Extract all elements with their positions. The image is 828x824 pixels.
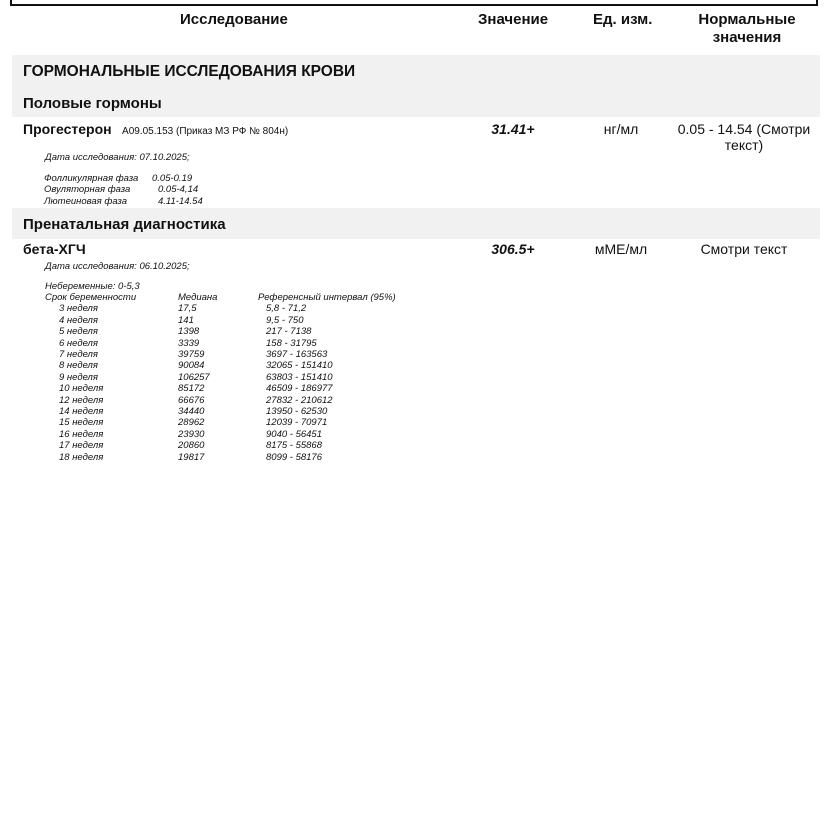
hcg-cell-interval: 8099 - 58176 [266, 451, 322, 463]
hcg-cell-term: 3 неделя [59, 303, 98, 315]
hcg-cell-median: 20860 [178, 440, 205, 452]
hcg-cell-median: 3339 [178, 337, 200, 349]
hcg-cell-interval: 158 - 31795 [266, 337, 317, 349]
hcg-table-row [45, 372, 396, 383]
hcg-cell-median: 66676 [178, 394, 205, 406]
hcg-table-row [45, 429, 396, 440]
hcg-table-row [45, 315, 396, 326]
hcg-cell-interval: 9040 - 56451 [266, 428, 322, 440]
test-norm-line2: текст) [724, 137, 764, 153]
test-unit-hcg: мМЕ/мл [594, 241, 648, 257]
test-code: A09.05.153 (Приказ МЗ РФ № 804н) [122, 126, 289, 137]
hcg-cell-median: 1398 [178, 326, 200, 338]
test-date: Дата исследования: 07.10.2025; [45, 152, 190, 163]
hcg-cell-term: 7 неделя [59, 349, 98, 361]
hcg-cell-term: 9 неделя [59, 371, 98, 383]
test-value: 31.41+ [491, 121, 535, 137]
hcg-cell-median: 39759 [178, 349, 205, 361]
hcg-cell-interval: 8175 - 55868 [266, 440, 322, 452]
phase-range: 0.05-4,14 [158, 184, 199, 196]
hcg-table-row [45, 395, 396, 406]
phase-row [44, 196, 203, 207]
hcg-cell-interval: 9,5 - 750 [266, 314, 304, 326]
hcg-table-row [45, 440, 396, 451]
test-value-hcg: 306.5+ [491, 241, 535, 257]
hcg-cell-interval: 13950 - 62530 [266, 406, 328, 418]
test-row-progesterone [23, 121, 288, 139]
nonpregnant-range: Небеременные: 0-5,3 [45, 281, 140, 292]
hcg-cell-interval: 217 - 7138 [266, 326, 312, 338]
hcg-table-row [45, 417, 396, 428]
hcg-cell-interval: 32065 - 151410 [266, 360, 333, 372]
column-header-norm-line1: Нормальные [698, 11, 796, 28]
hcg-cell-median: 85172 [178, 383, 205, 395]
phase-label: Овуляторная фаза [44, 184, 131, 196]
hcg-table-row [45, 452, 396, 463]
page-top-border [10, 0, 818, 6]
hcg-table-row [45, 406, 396, 417]
test-norm-hcg: Смотри текст [700, 241, 788, 257]
group-title-sex-hormones: Половые гормоны [23, 95, 162, 112]
test-norm [669, 121, 819, 153]
column-header-value: Значение [478, 11, 549, 28]
hcg-cell-term: 14 неделя [59, 406, 104, 418]
hcg-cell-median: 28962 [178, 417, 205, 429]
hcg-cell-median: 23930 [178, 428, 205, 440]
hcg-cell-interval: 27832 - 210612 [266, 394, 333, 406]
phase-table [44, 173, 203, 207]
hcg-header-term: Срок беременности [45, 292, 137, 303]
hcg-cell-median: 34440 [178, 406, 205, 418]
phase-row [44, 173, 203, 184]
hcg-cell-term: 5 неделя [59, 326, 98, 338]
column-header-unit: Ед. изм. [593, 11, 653, 28]
phase-range: 0.05-0.19 [152, 173, 193, 184]
hcg-cell-interval: 5,8 - 71,2 [266, 303, 307, 315]
column-header-test: Исследование [180, 11, 288, 28]
group-title-prenatal: Пренатальная диагностика [23, 216, 226, 233]
hcg-header-interval: Референсный интервал (95%) [258, 292, 396, 303]
hcg-cell-median: 17,5 [178, 303, 197, 315]
hcg-table-row [45, 326, 396, 337]
hcg-table-row [45, 360, 396, 371]
hcg-cell-term: 17 неделя [59, 440, 104, 452]
hcg-cell-term: 10 неделя [59, 383, 104, 395]
test-name-hcg: бета-ХГЧ [23, 241, 86, 257]
hcg-cell-interval: 12039 - 70971 [266, 417, 328, 429]
phase-range: 4.11-14.54 [158, 195, 203, 207]
hcg-cell-term: 8 неделя [59, 360, 98, 372]
hcg-cell-term: 12 неделя [59, 394, 104, 406]
hcg-header-median: Медиана [178, 292, 218, 303]
hcg-cell-median: 19817 [178, 451, 205, 463]
hcg-reference-table [45, 292, 396, 463]
phase-row [44, 184, 203, 195]
hcg-table-row [45, 383, 396, 394]
hcg-table-row [45, 303, 396, 314]
hcg-cell-term: 18 неделя [59, 451, 104, 463]
hcg-cell-term: 6 неделя [59, 337, 98, 349]
hcg-cell-term: 16 неделя [59, 428, 104, 440]
test-unit: нг/мл [603, 121, 639, 137]
column-header-norm [672, 11, 822, 47]
hcg-cell-median: 90084 [178, 360, 205, 372]
hcg-cell-term: 4 неделя [59, 314, 98, 326]
hcg-table-header [45, 292, 396, 303]
hcg-cell-median: 106257 [178, 371, 210, 383]
hcg-cell-interval: 46509 - 186977 [266, 383, 333, 395]
hcg-table-row [45, 338, 396, 349]
column-header-norm-line2: значения [712, 29, 782, 46]
test-date-hcg: Дата исследования: 06.10.2025; [45, 261, 190, 272]
phase-label: Фолликулярная фаза [44, 173, 139, 184]
test-name: Прогестерон [23, 121, 112, 137]
hcg-cell-interval: 3697 - 163563 [266, 349, 328, 361]
hcg-cell-term: 15 неделя [59, 417, 104, 429]
hcg-cell-median: 141 [178, 314, 194, 326]
phase-label: Лютеиновая фаза [44, 195, 127, 207]
hcg-cell-interval: 63803 - 151410 [266, 371, 333, 383]
hcg-table-row [45, 349, 396, 360]
test-norm-line1: 0.05 - 14.54 (Смотри [677, 121, 811, 137]
section-title: ГОРМОНАЛЬНЫЕ ИССЛЕДОВАНИЯ КРОВИ [23, 63, 356, 80]
